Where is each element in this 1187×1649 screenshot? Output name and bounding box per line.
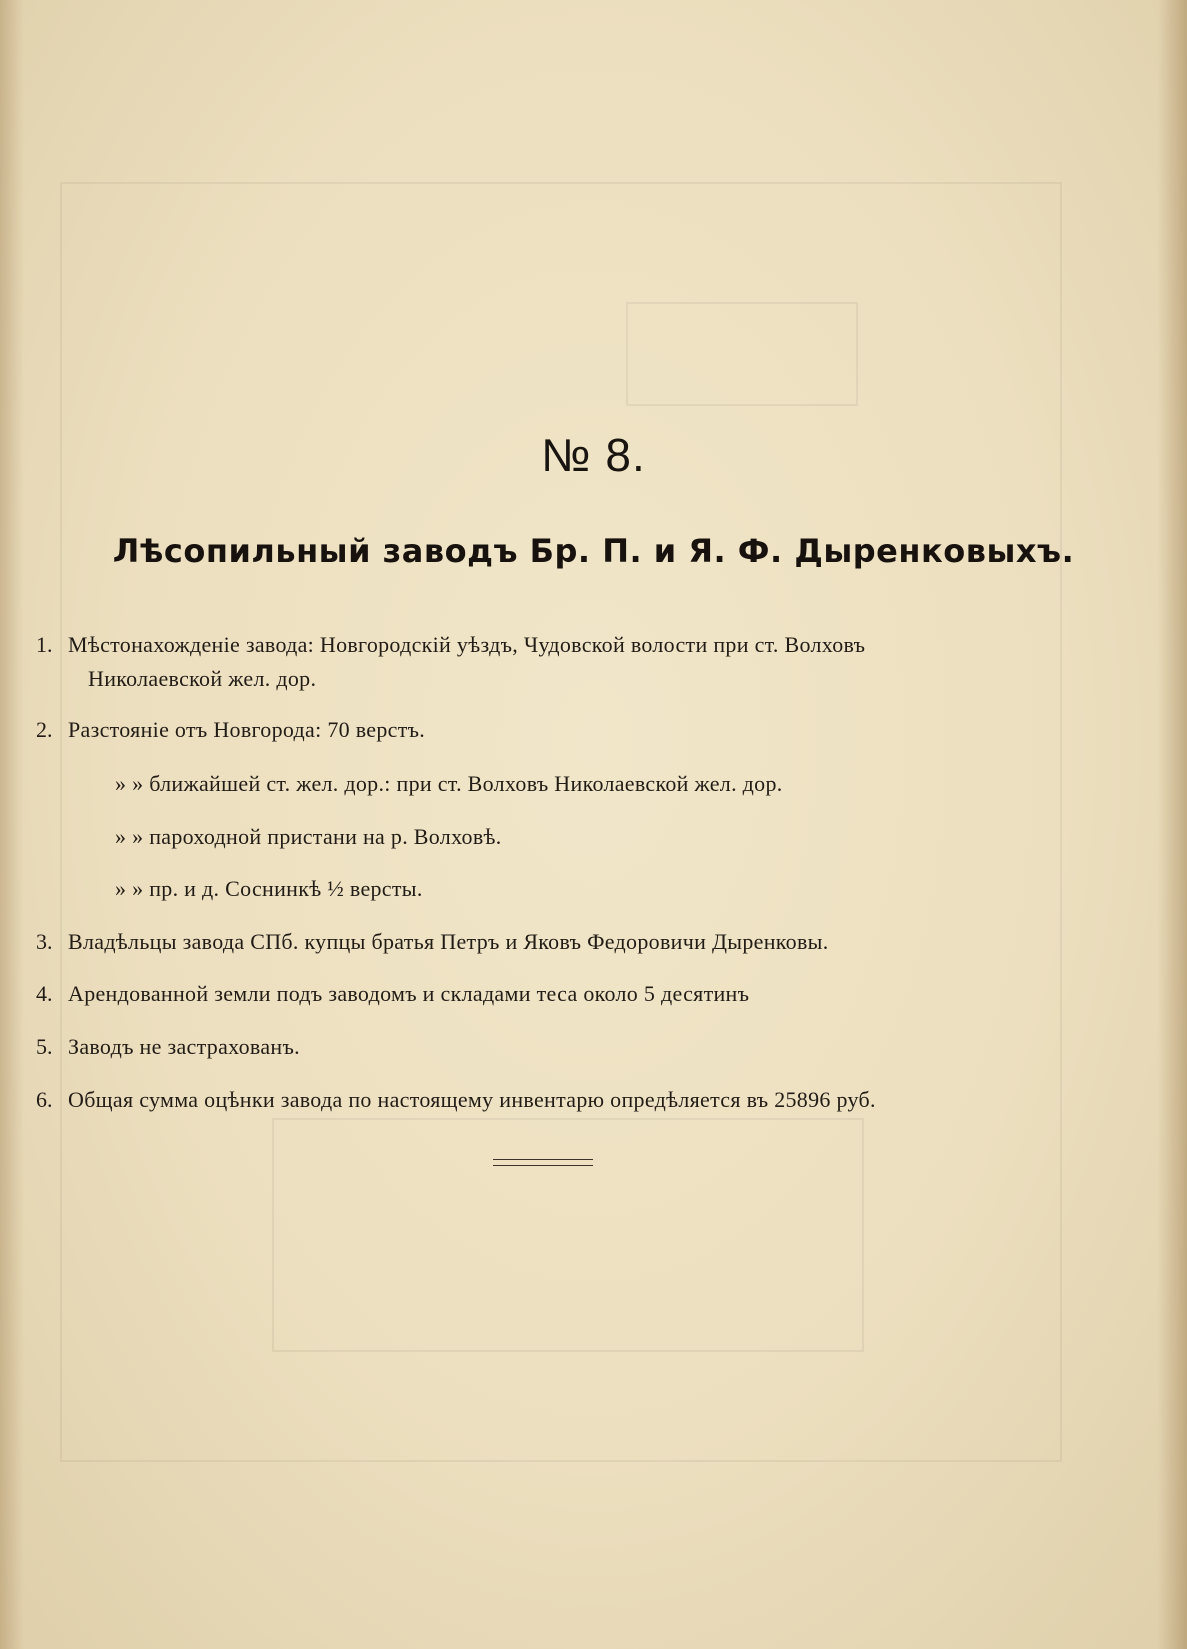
item-line: Мѣстонахожденіе завода: Новгородскій уѣздъ, Чудовской волости при ст. Волховъ	[68, 632, 866, 657]
item-number: 2.	[36, 717, 53, 742]
document-number: № 8.	[541, 429, 646, 481]
item-line: Заводъ не застрахованъ.	[68, 1034, 300, 1059]
page-edge-shadow-right	[1157, 0, 1187, 1649]
item-line: Николаевской жел. дор.	[88, 666, 317, 691]
bleed-through-box	[626, 302, 858, 406]
item-line: » » пароходной пристани на р. Волховѣ.	[115, 824, 502, 849]
item-line: Разстояніе отъ Новгорода: 70 верстъ.	[68, 717, 426, 742]
item-number: 1.	[36, 632, 53, 657]
section-divider	[493, 1159, 593, 1166]
item-line: Владѣльцы завода СПб. купцы братья Петръ и Яковъ Федоровичи Дыренковы.	[68, 929, 829, 954]
item-number: 5.	[36, 1034, 53, 1059]
item-line: » » пр. и д. Соснинкѣ ½ версты.	[115, 876, 423, 901]
item-number: 4.	[36, 981, 53, 1006]
item-number: 6.	[36, 1087, 53, 1112]
item-line: » » ближайшей ст. жел. дор.: при ст. Волховъ Николаевской жел. дор.	[115, 771, 783, 796]
bleed-through-box	[272, 1118, 864, 1352]
item-number: 3.	[36, 929, 53, 954]
item-line: Арендованной земли подъ заводомъ и складами теса около 5 десятинъ	[68, 981, 750, 1006]
item-line: Общая сумма оцѣнки завода по настоящему инвентарю опредѣляется въ 25896 руб.	[68, 1087, 876, 1112]
page-edge-shadow-left	[0, 0, 24, 1649]
document-title: Лѣсопильный заводъ Бр. П. и Я. Ф. Дыренковыхъ.	[112, 532, 1075, 570]
